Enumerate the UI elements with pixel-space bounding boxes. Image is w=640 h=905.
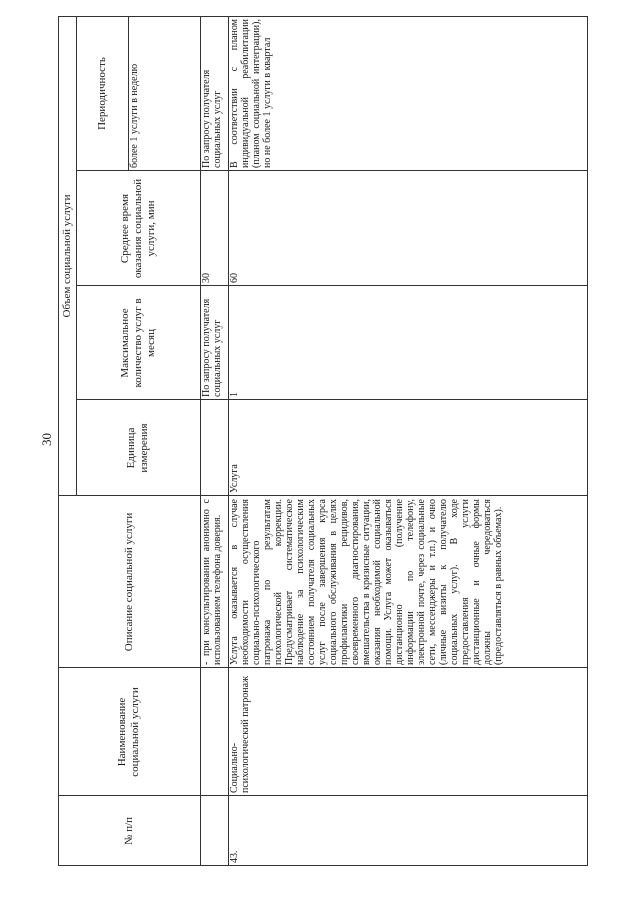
header-max-count: Максимальное количество услуг в месяц: [118, 298, 157, 388]
header-periodicity: Периодичность: [95, 57, 108, 130]
page-number: 30: [39, 433, 54, 446]
row-43-periodicity: В соответствии с планом индивидуальной реабилитации (планом социальной интеграции), но не более 1 услуги в квартал: [229, 19, 273, 168]
services-table: [58, 16, 588, 866]
row-43-name: Социально-психологический патронаж: [229, 675, 251, 793]
row-43-avg-time: 60: [229, 273, 240, 283]
header-name: Наименование социальной услуги: [116, 687, 141, 777]
continuation-max-count: По запросу получателя социальных услуг: [201, 298, 223, 397]
continuation-description: - при консультировании анонимно с использованием телефона доверия.: [201, 499, 223, 665]
header-num: № п/п: [123, 816, 135, 846]
header-volume-group: Объем социальной услуги: [60, 194, 73, 318]
table-border-bottom: [587, 16, 588, 866]
header-avg-time: Среднее время оказания социальной услуги, мин: [118, 178, 157, 279]
header-unit: Единица измерения: [125, 423, 150, 473]
periodicity-value-1: более 1 услуги в неделю: [129, 63, 140, 168]
row-43-max-count: 1: [229, 392, 240, 397]
continuation-periodicity: По запросу получателя социальных услуг: [201, 69, 223, 168]
header-description: Описание социальной услуги: [122, 512, 135, 652]
continuation-avg-time: 30: [201, 273, 212, 283]
row-43-unit: Услуга: [229, 464, 240, 493]
row-43-num: 43.: [229, 850, 240, 863]
row-43-description: Услуга оказывается в случае необходимости осуществления социально-психологического патронажа по результатам психологической коррекции. Предусматривает систематическое наблюдение за психологическим состоянием получателя социальных услуг после завершения курса социального обслуживания в целях профилактики рецидивов, своевременного диагностирования, вмешательства в кризисные ситуации, оказания необходимой социальной помощи. Услуга может оказываться дистанционно (получение информации по телефону, электронной почте, через социальные сети, мессенджеры и т.п.) и очно (личные визиты к получателю социальных услуг). В ходе предоставления услуги дистанционные и очные формы должны чередоваться (предоставляться в равных объемах).: [229, 499, 504, 665]
